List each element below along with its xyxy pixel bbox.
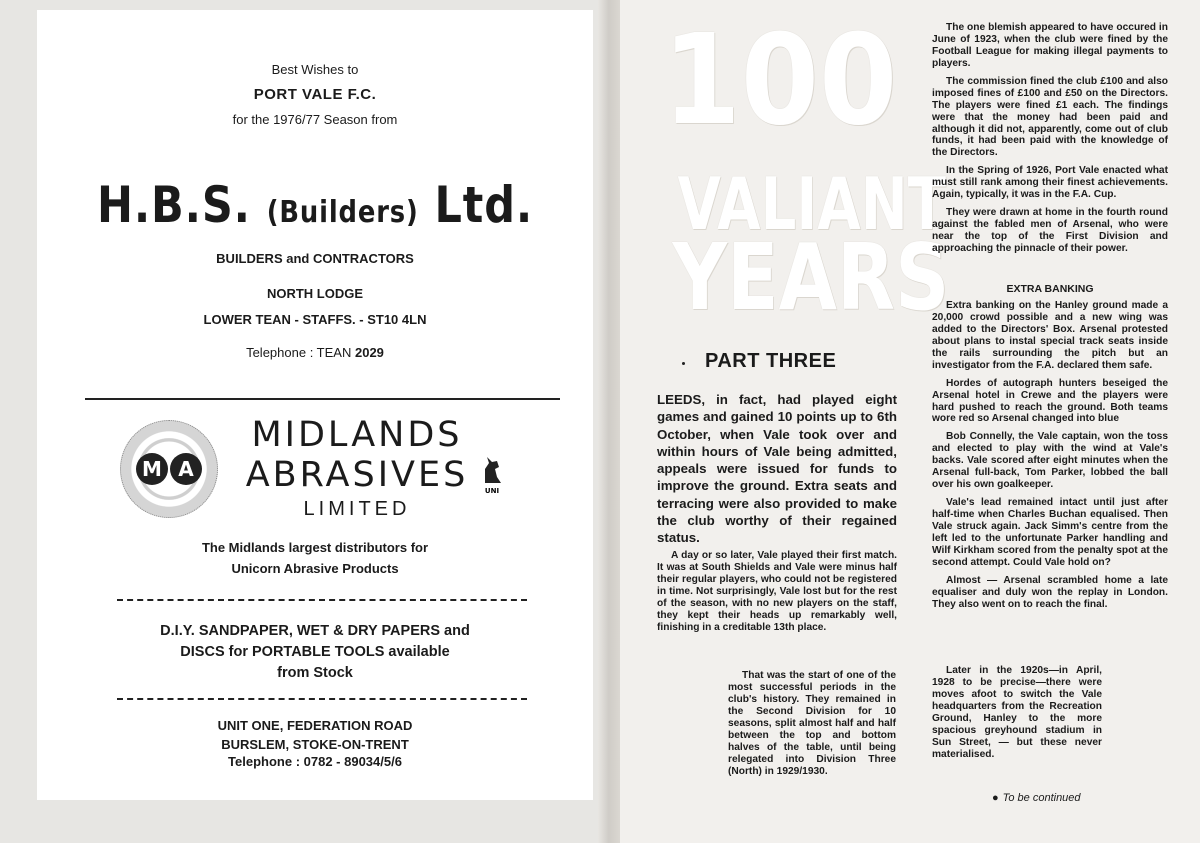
column-b-text-10: Later in the 1920s—in April, 1928 to be precise—there were moves afoot to switch the Vale headquarters from the Recreation Ground, Hanley to the more spacious greyhound stadium in Sun Street, — but these never materialised. bbox=[932, 665, 1102, 760]
hbs-address-1: NORTH LODGE bbox=[266, 286, 364, 301]
hbs-address-2: LOWER TEAN - STAFFS. - ST10 4LN bbox=[203, 312, 427, 327]
ma-description-2: Unicorn Abrasive Products bbox=[231, 561, 399, 576]
column-b-top bbox=[932, 22, 1168, 261]
column-a-text-1: A day or so later, Vale played their first match. It was at South Shields and Vale were minus half their regular players, who could not be registered in time. Not surprisingly, Vale lost but for the rest of the season, with no new players on the staff, they kept their heads up remarkably well, finishing in a creditable 13th place. bbox=[657, 550, 897, 633]
continued-text: To be continued bbox=[1002, 792, 1081, 804]
column-b-text-5: Extra banking on the Hanley ground made a 20,000 crowd possible and a new wing was added to the Directors' Box. Arsenal protested about plans to instal special track seats inside the rails surrounding the pitch but an investigator from the F.A. declared them safe. bbox=[932, 300, 1168, 371]
hbs-tel-number: 2029 bbox=[354, 345, 384, 360]
column-b-text-6: Hordes of autograph hunters beseiged the Arsenal hotel in Crewe and the players were hard pushed to reach the ground. Both teams wore red so Arsenal changed into blue bbox=[932, 377, 1168, 425]
column-b-final bbox=[932, 665, 1102, 767]
midlands-title: MIDLANDS bbox=[251, 415, 463, 455]
dashed-divider-bottom bbox=[117, 698, 527, 700]
ma-address-2: BURSLEM, STOKE-ON-TRENT bbox=[221, 737, 409, 752]
season-line: for the 1976/77 Season from bbox=[232, 112, 398, 127]
diy-line-3: from Stock bbox=[277, 665, 353, 681]
right-page bbox=[620, 0, 1200, 843]
watermark-valiant: VALIANT bbox=[677, 162, 947, 246]
advert-panel bbox=[37, 10, 593, 800]
column-a-paragraph-1 bbox=[657, 550, 897, 640]
hbs-trade: BUILDERS and CONTRACTORS bbox=[216, 251, 414, 266]
ma-logo bbox=[120, 420, 218, 518]
column-a-paragraph-2 bbox=[728, 670, 896, 783]
column-b-text-8: Vale's lead remained intact until just after half-time when Charles Buchan equalised. Then Vale struck again. Jack Simm's centre from the left led to the unfortunate Parker handling and Wilf Kirkham scored from the penalty spot at the second attempt. Could Vale hold on? bbox=[932, 497, 1168, 568]
column-b-text-7: Bob Connelly, the Vale captain, won the toss and elected to play with the wind at Vale's backs. Vale scored after eight minutes when the Arsenal full-back, Tom Parker, lobbed the ball over his own goalkeeper. bbox=[932, 431, 1168, 491]
part-dot bbox=[682, 362, 685, 365]
watermark-years: YEARS bbox=[672, 224, 950, 331]
book-gutter bbox=[598, 0, 622, 843]
ma-address-1: UNIT ONE, FEDERATION ROAD bbox=[217, 718, 413, 733]
ma-description-1: The Midlands largest distributors for bbox=[201, 540, 429, 555]
hbs-tel-label: Telephone : TEAN bbox=[246, 345, 352, 360]
diy-line-1: D.I.Y. SANDPAPER, WET & DRY PAPERS and bbox=[160, 623, 470, 639]
hbs-company-name bbox=[76, 176, 554, 234]
ma-telephone: Telephone : 0782 - 89034/5/6 bbox=[228, 754, 402, 769]
to-be-continued bbox=[992, 792, 1081, 804]
hbs-main: H.B.S. bbox=[96, 176, 251, 234]
section-divider bbox=[85, 398, 560, 400]
limited-title: LIMITED bbox=[303, 498, 411, 520]
uni-label: UNI bbox=[484, 487, 500, 495]
column-b-text-4: They were drawn at home in the fourth round against the fabled men of Arsenal, who were near the top of the First Division and approaching the pinnacle of their power. bbox=[932, 207, 1168, 254]
ma-logo-a: A bbox=[170, 453, 202, 485]
bullet-icon: ● bbox=[992, 792, 999, 804]
abrasives-title: ABRASIVES bbox=[245, 455, 469, 495]
column-b-text-3: In the Spring of 1926, Port Vale enacted what must still rank among their finest achievements. Again, typically, it was in the F.A. Cup. bbox=[932, 165, 1168, 201]
hbs-telephone bbox=[37, 345, 593, 360]
lead-paragraph: LEEDS, in fact, had played eight games and gained 10 points up to 6th October, when Vale took over and within hours of Vale being admitted, appeals were issued for funds to improve the ground. Extra seats and terracing were also provided to make the club worthy of their regained status. bbox=[657, 392, 897, 546]
watermark-100: 100 bbox=[662, 8, 898, 153]
dashed-divider-top bbox=[117, 599, 527, 601]
extra-banking-heading: EXTRA BANKING bbox=[1006, 283, 1094, 295]
column-b-text-9: Almost — Arsenal scrambled home a late equaliser and duly won the replay in London. They also went on to reach the final. bbox=[932, 574, 1168, 610]
part-title: PART THREE bbox=[705, 350, 837, 372]
column-b-bottom bbox=[932, 300, 1168, 617]
column-a-text-2: That was the start of one of the most successful periods in the club's history. They remained in the Second Division for 10 seasons, split almost half and half between the top and bottom halves of the table, until being relegated into Division Three (North) in 1929/1930. bbox=[728, 670, 896, 777]
best-wishes-line: Best Wishes to bbox=[271, 62, 359, 77]
diy-line-2: DISCS for PORTABLE TOOLS available bbox=[180, 644, 450, 660]
club-name: PORT VALE F.C. bbox=[253, 86, 377, 103]
hbs-sub: (Builders) bbox=[266, 195, 419, 230]
ma-logo-m: M bbox=[136, 453, 168, 485]
ma-logo-mark bbox=[133, 453, 205, 485]
hbs-ltd: Ltd. bbox=[434, 176, 534, 234]
column-b-text-1: The one blemish appeared to have occured in June of 1923, when the club were fined by the Football League for making illegal payments to players. bbox=[932, 22, 1168, 69]
unicorn-icon bbox=[479, 455, 505, 495]
column-b-text-2: The commission fined the club £100 and also imposed fines of £100 and £50 on the Directors. The players were fined £1 each. The findings were that the money had been paid and although it did not, apparently, come out of club funds, it had been paid with the knowledge of the Directors. bbox=[932, 75, 1168, 159]
